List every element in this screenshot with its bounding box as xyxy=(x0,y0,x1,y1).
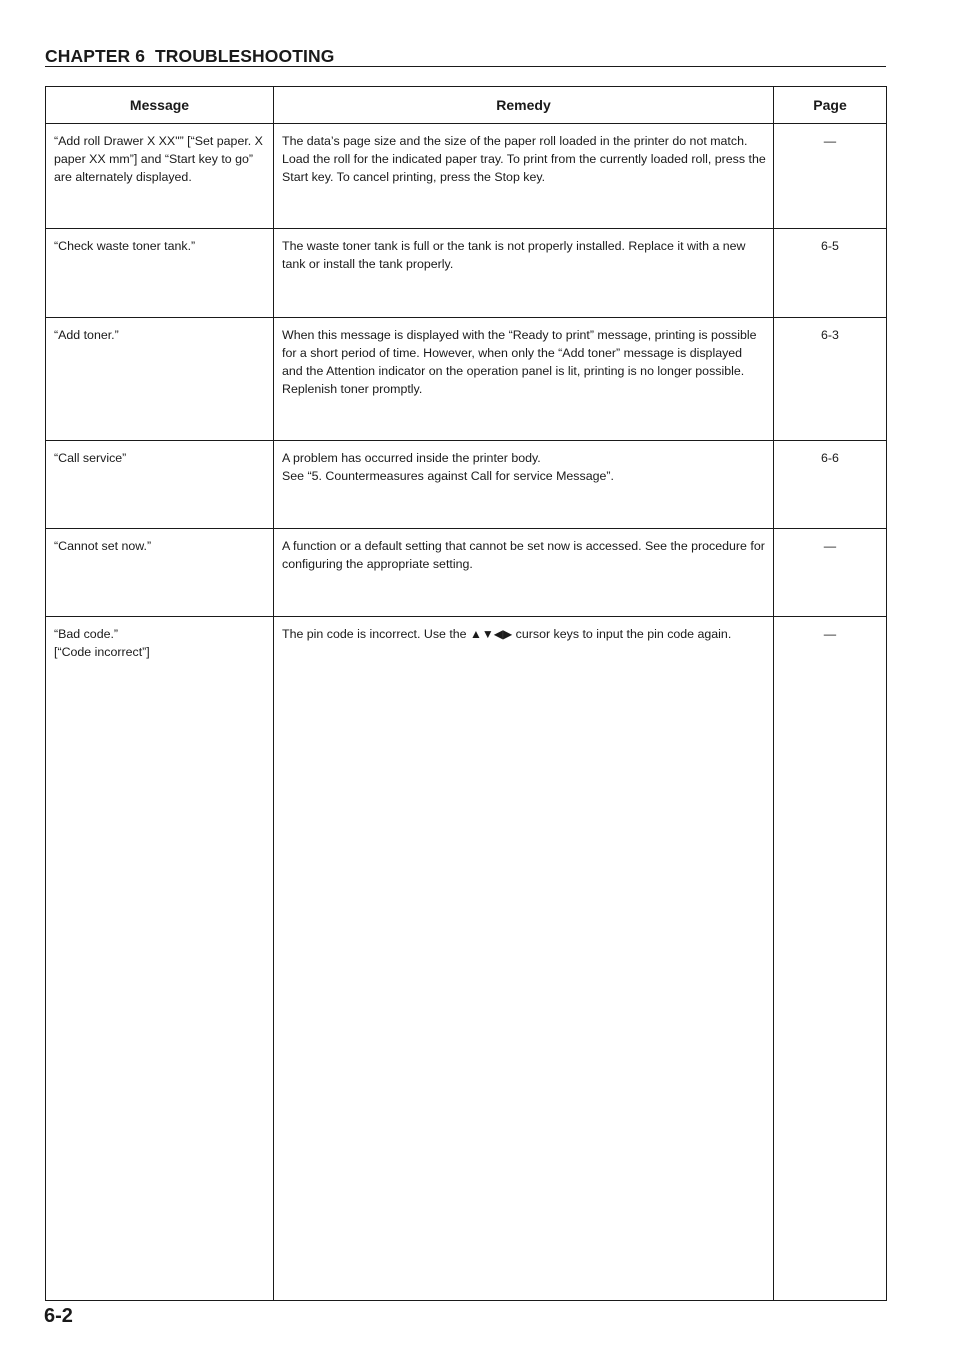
table-row xyxy=(46,124,887,229)
chapter-divider xyxy=(45,66,886,67)
column-header-page: Page xyxy=(774,87,887,124)
table-row xyxy=(46,441,887,529)
chapter-title: CHAPTER 6 TROUBLESHOOTING xyxy=(45,46,335,66)
remedy-text: The pin code is incorrect. Use the xyxy=(282,627,471,641)
message-cell: “Check waste toner tank.” xyxy=(46,229,274,318)
message-cell: “Cannot set now.” xyxy=(46,529,274,617)
column-header-message: Message xyxy=(46,87,274,124)
page-number: 6-2 xyxy=(44,1305,73,1327)
remedy-cell: The waste toner tank is full or the tank is not properly installed. Replace it with a new tank or install the tank properly. xyxy=(274,229,774,318)
page-reference: 6-6 xyxy=(774,441,887,529)
remedy-cell: A function or a default setting that cannot be set now is accessed. See the procedure for configuring the appropriate setting. xyxy=(274,529,774,617)
message-line: [“Code incorrect”] xyxy=(54,645,150,659)
page-reference: 6-3 xyxy=(774,318,887,441)
message-cell: “Call service” xyxy=(46,441,274,529)
cursor-arrows-icon: ▲▼◀▶ xyxy=(470,627,513,641)
table-row xyxy=(46,318,887,441)
table-row xyxy=(46,229,887,318)
page-reference: — xyxy=(774,617,887,1301)
remedy-cell xyxy=(274,617,774,1301)
message-cell xyxy=(46,617,274,1301)
remedy-line: See “5. Countermeasures against Call for service Message”. xyxy=(282,469,614,483)
message-line: “Bad code.” xyxy=(54,627,119,641)
table-row xyxy=(46,617,887,1301)
remedy-line: A problem has occurred inside the printer body. xyxy=(282,451,541,465)
page-reference: — xyxy=(774,124,887,229)
remedy-cell: When this message is displayed with the “Ready to print” message, printing is possible for a short period of time. However, when only the “Add toner” message is displayed and the Attention indicator on the operation panel is lit, printing is no longer possible. Replenish toner promptly. xyxy=(274,318,774,441)
column-header-remedy: Remedy xyxy=(274,87,774,124)
table-header-row xyxy=(46,87,887,124)
remedy-text: cursor keys to input the pin code again. xyxy=(512,627,732,641)
page-reference: 6-5 xyxy=(774,229,887,318)
page-reference: — xyxy=(774,529,887,617)
message-cell: “Add toner.” xyxy=(46,318,274,441)
table-row xyxy=(46,529,887,617)
error-message-table xyxy=(45,86,887,1301)
remedy-cell: The data’s page size and the size of the paper roll loaded in the printer do not match. Load the roll for the indicated paper tray. To print from the currently loaded roll, press the Start key. To cancel printing, press the Stop key. xyxy=(274,124,774,229)
message-cell: “Add roll Drawer X XX"” [“Set paper. X paper XX mm”] and “Start key to go” are alternately displayed. xyxy=(46,124,274,229)
remedy-cell xyxy=(274,441,774,529)
